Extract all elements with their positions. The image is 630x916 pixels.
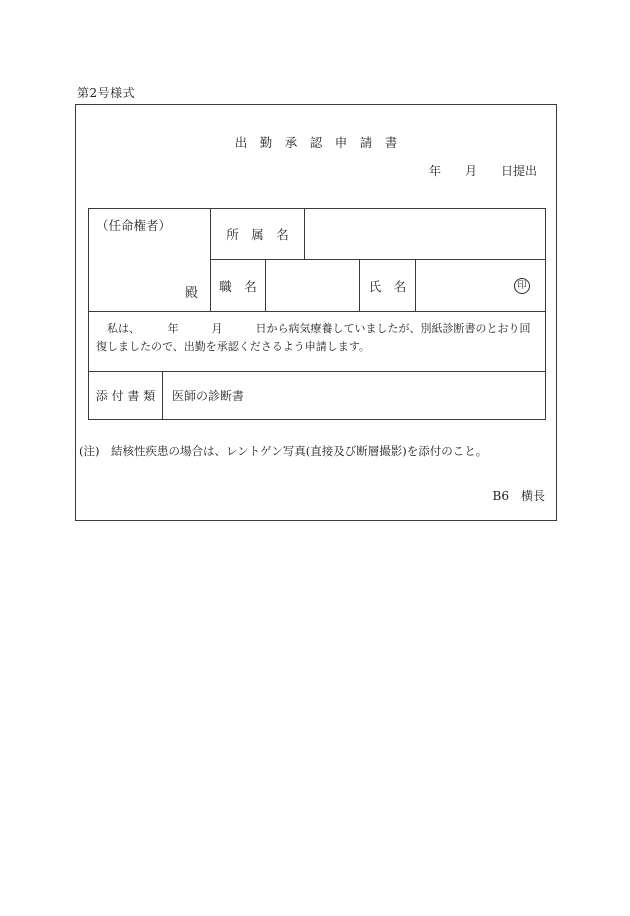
department-label: 所 属 名 [211, 209, 305, 260]
name-value-field [416, 260, 545, 312]
statement-line-1: 私は、 年 月 日から病気療養していましたが、別紙診断書のとおり回 [96, 322, 531, 335]
position-value-field [266, 260, 360, 312]
name-label: 氏 名 [360, 260, 416, 312]
appointer-cell [89, 209, 211, 312]
form-table [88, 208, 546, 420]
form-title: 出 勤 承 認 申 請 書 [234, 135, 398, 150]
position-label: 職 名 [211, 260, 266, 312]
seal-character: 印 [517, 279, 527, 291]
footnote: (注) 結核性疾患の場合は、レントゲン写真(直接及び断層撮影)を添付のこと。 [79, 444, 488, 458]
form-border [75, 104, 557, 521]
department-value-field [305, 209, 545, 260]
statement-cell [89, 312, 545, 372]
seal-icon [514, 278, 530, 294]
dono-label: 殿 [184, 286, 198, 301]
submission-date-line: 年 月 日提出 [428, 164, 537, 178]
statement-line-2: 復しましたので、出勤を承認くださるよう申請します。 [96, 340, 370, 353]
form-number-label: 第2号様式 [77, 86, 136, 100]
appointer-label: （任命権者） [96, 218, 172, 233]
paper-size-label: B6 横長 [492, 489, 545, 503]
attachment-label: 添 付 書 類 [89, 372, 163, 419]
attachment-value: 医師の診断書 [172, 389, 245, 403]
